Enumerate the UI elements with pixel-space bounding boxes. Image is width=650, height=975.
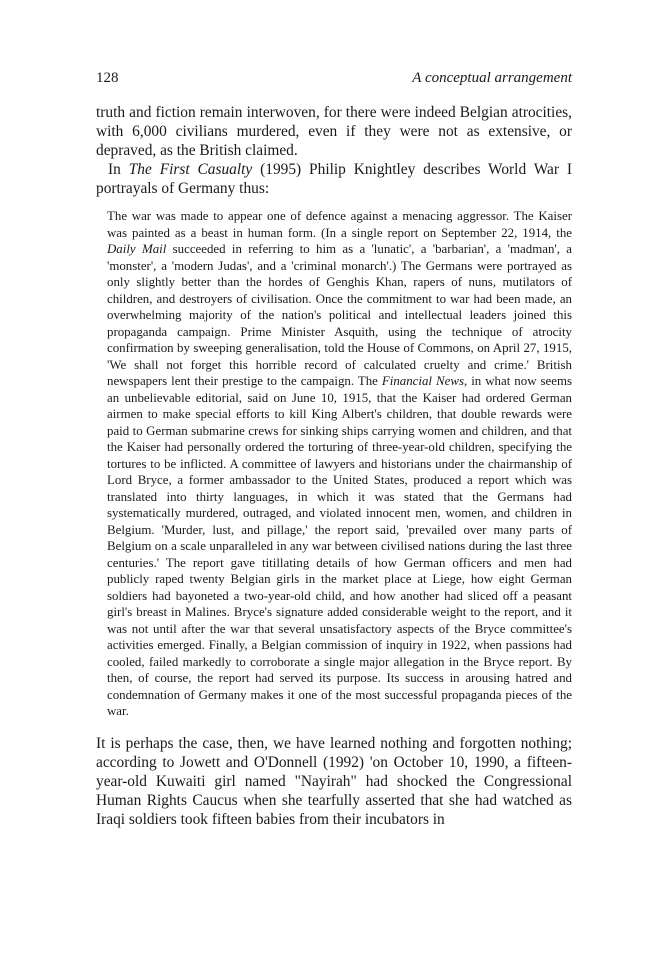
- page-number: 128: [96, 70, 119, 86]
- paragraph-knightley: [96, 160, 572, 198]
- book-title: The First Casualty: [128, 161, 253, 178]
- quote-part-1: The war was made to appear one of defence against a menacing aggressor. The Kaiser was painted as a beast in human form. (In a single report on September 22, 1914, the: [107, 209, 572, 240]
- paragraph-rest: (1995) Philip Knightley describes World War I portrayals of Germany thus:: [96, 161, 573, 197]
- newspaper-daily-mail: Daily Mail: [107, 242, 167, 256]
- quote-part-2: succeeded in referring to him as a 'lunatic', a 'barbarian', a 'madman', a 'monster', a 'modern Judas', and a 'criminal monarch'.) The Germans were portrayed as only slightly better than the hordes of Genghis Khan, rapers of nuns, mutilators of children, and destroyers of civilisation. Once the commitment to war had been made, an overwhelming majority of the nation's political and intellectual leaders joined this propaganda campaign. Prime Minister Asquith, using the technique of atrocity confirmation by sweeping generalisation, told the House of Commons, on April 27, 1915, 'We shall not forget this horrible record of calculated cruelty and crime.' British newspapers lent their prestige to the campaign. The: [107, 242, 572, 388]
- paragraph-continuation: truth and fiction remain interwoven, for there were indeed Belgian atrocities, with 6,000 civilians murdered, even if they were not as extensive, or depraved, as the British claimed.: [96, 104, 572, 159]
- book-page: [96, 70, 572, 829]
- paragraph-nayirah: It is perhaps the case, then, we have learned nothing and forgotten nothing; according to Jowett and O'Donnell (1992) 'on October 10, 1990, a fifteen-year-old Kuwaiti girl named "Nayirah" had shocked the Congressional Human Rights Caucus when she tearfully asserted that she had watched as Iraqi soldiers took fifteen babies from their incubators in: [96, 734, 572, 828]
- quote-part-3: , in what now seems an unbelievable editorial, said on June 10, 1915, that the Kaiser had ordered German airmen to make special efforts to kill King Albert's children, that double rewards were paid to German submarine crews for sinking ships carrying women and children, and that the Kaiser had personally ordered the torturing of three-year-old children, specifying the tortures to be inflicted. A committee of lawyers and historians under the chairmanship of Lord Bryce, a former ambassador to the United States, produced a report which was translated into thirty languages, in which it was stated that the Germans had systematically murdered, outraged, and violated innocent men, women, and children in Belgium. 'Murder, lust, and pillage,' the report said, 'prevailed over many parts of Belgium on a scale unparalleled in any war between civilised nations during the last three centuries.' The report gave titillating details of how German officers and men had publicly raped twenty Belgian girls in the market place at Liege, how eight German soldiers had bayoneted a two-year-old child, and how another had sliced off a peasant girl's breast in Malines. Bryce's signature added considerable weight to the report, and it was not until after the war that several unsatisfactory aspects of the Bryce committee's activities emerged. Finally, a Belgian commission of inquiry in 1922, when passions had cooled, failed markedly to corroborate a single major allegation in the Bryce report. By then, of course, the report had served its purpose. Its success in arousing hatred and condemnation of Germany makes it one of the most successful propaganda pieces of the war.: [107, 374, 573, 718]
- chapter-title: A conceptual arrangement: [412, 70, 572, 86]
- paragraph-lead: In: [108, 161, 129, 178]
- running-head: [96, 70, 572, 87]
- block-quote: [107, 208, 572, 720]
- newspaper-financial-news: Financial News: [381, 374, 464, 388]
